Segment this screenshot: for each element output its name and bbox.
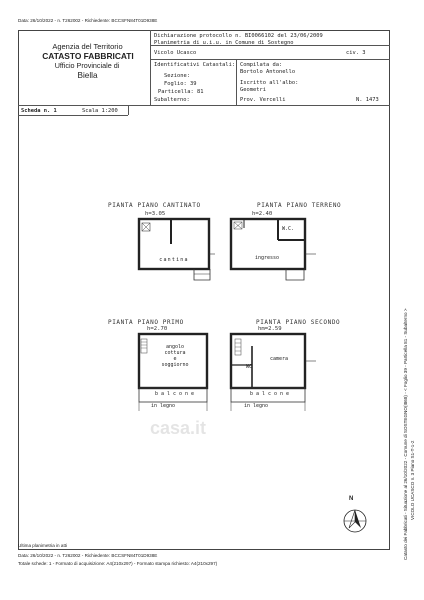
balcone-primo: balcone [154, 391, 198, 397]
plan-title-secondo: PIANTA PIANO SECONDO [256, 319, 341, 326]
legno-primo: in legno [150, 403, 176, 409]
iscritto-value: Geometri [240, 87, 266, 93]
foglio-label: Foglio: 39 [164, 81, 197, 87]
floorplan-cantinato [136, 216, 216, 282]
watermark: casa.it [150, 418, 207, 438]
compilata-label: Compilata da: [240, 62, 283, 68]
room-wc-terreno: W.C. [281, 226, 295, 232]
legno-secondo: in legno [243, 403, 269, 409]
planimetria: Planimetria di u.i.u. in Comune di Sostegno [154, 40, 294, 46]
prov-label: Prov. Vercelli [240, 97, 286, 103]
floorplan-terreno [228, 216, 318, 282]
north-label: N [349, 496, 354, 502]
footer-totale: Totale schede: 1 - Formato di acquisizione: A4(210x297) - Formato stampa richiesto: A4(210x297) [18, 561, 218, 566]
iscritto-label: Iscritto all'albo: [240, 80, 299, 86]
catasto-fabbricati: CATASTO FABBRICATI [42, 51, 134, 61]
room-camera: camera [269, 356, 289, 362]
plan-height-secondo: hm=2.59 [258, 326, 282, 332]
dichiarazione: Dichiarazione protocollo n. BI0066102 del 23/06/2009 [154, 33, 323, 39]
top-date-strip: Data: 26/10/2022 - n. T262002 - Richiedente: BCCSFN84T01D938E [18, 18, 158, 23]
compilata-name: Bortolo Antonello [240, 69, 296, 75]
document-frame [18, 30, 390, 550]
scala: Scala 1:200 [82, 108, 118, 114]
footer-date: Data: 26/10/2022 - n. T262002 - Richiedente: BCCSFN84T01D938E [18, 553, 158, 558]
city-name: Biella [77, 71, 98, 80]
particella-label: Particella: 81 [158, 89, 204, 95]
room-wc-secondo: WC [245, 364, 253, 370]
floorplan-secondo [228, 331, 318, 413]
ufficio-provinciale: Ufficio Provinciale di [54, 61, 120, 70]
albo-number: N. 1473 [356, 97, 379, 103]
via: Vicolo Ucasco [154, 50, 197, 56]
room-e: e [173, 356, 177, 362]
agency-name: Agenzia del Territorio [52, 42, 123, 51]
header-rule [150, 59, 390, 60]
header-divider-2 [236, 59, 237, 105]
scheda-divider [128, 105, 129, 115]
sezione-label: Sezione: [164, 73, 190, 79]
plan-height-primo: h=2.70 [147, 326, 168, 332]
room-cantina: cantina [159, 257, 189, 263]
plan-title-primo: PIANTA PIANO PRIMO [108, 319, 184, 326]
room-angolo: angolo [165, 344, 185, 350]
plan-title-cantinato: PIANTA PIANO CANTINATO [108, 202, 201, 209]
civico: civ. 3 [346, 50, 366, 56]
room-ingresso: ingresso [254, 255, 280, 261]
side-text-2: VICOLO UCASCO n. 3 Piano S1-T-1-2 [410, 440, 415, 520]
subalterno-label: Subalterno: [154, 97, 190, 103]
north-arrow-icon [340, 496, 370, 536]
balcone-secondo: balcone [249, 391, 293, 397]
plan-height-terreno: h=2.40 [252, 211, 273, 217]
plan-title-terreno: PIANTA PIANO TERRENO [257, 202, 342, 209]
scheda-rule [18, 115, 128, 116]
header-divider [150, 30, 151, 105]
room-soggiorno: soggiorno [161, 362, 189, 368]
ident-label: Identificativi Catastali: [154, 62, 236, 68]
scheda-number: Scheda n. 1 [21, 108, 57, 114]
plan-height-cantinato: h=3.05 [145, 211, 166, 217]
header-rule [18, 105, 390, 106]
side-text-1: Catasto dei Fabbricati - Situazione al 26/10/2022 - Comune di SOSTEGNO(I868) - < Foglio 39 - Particella 81 - Subalterno > [403, 308, 408, 560]
ultima-planimetria: Ultima planimetria in atti [18, 543, 68, 548]
room-cottura: cottura [164, 350, 186, 356]
